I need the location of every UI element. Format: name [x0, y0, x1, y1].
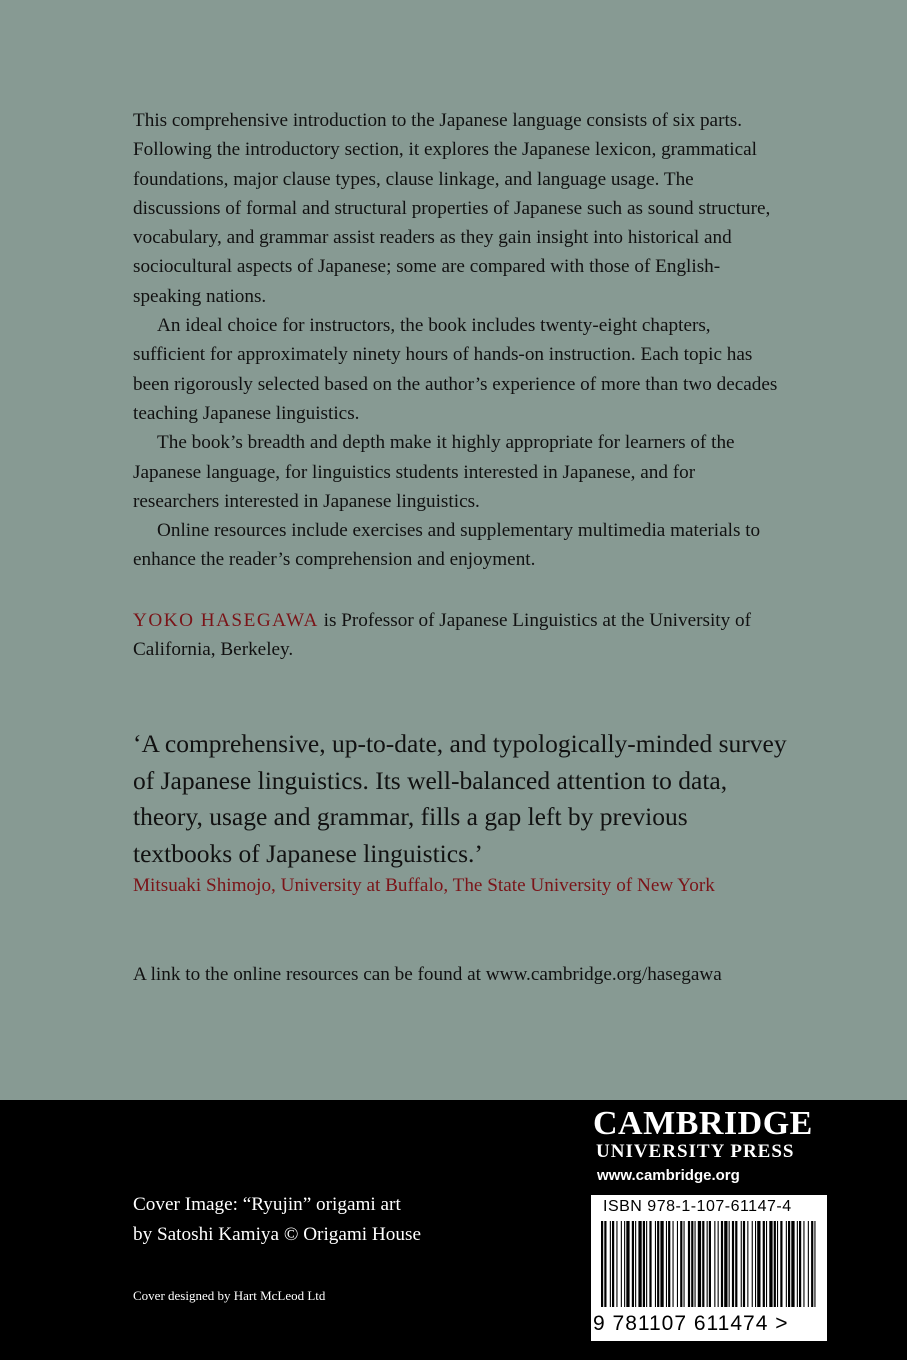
- barcode-stripe: [702, 1221, 704, 1307]
- cover-image-credit-line-1: Cover Image: “Ryujin” origami art: [133, 1194, 401, 1215]
- barcode-stripe: [788, 1221, 790, 1307]
- barcode-stripe: [616, 1221, 617, 1307]
- barcode-stripe: [729, 1221, 730, 1307]
- barcode-stripe: [732, 1221, 734, 1307]
- barcode-stripe: [660, 1221, 663, 1307]
- barcode-stripe: [691, 1221, 693, 1307]
- barcode-stripe: [743, 1221, 745, 1307]
- barcode-stripe: [695, 1221, 696, 1307]
- barcode-stripe: [673, 1221, 674, 1307]
- barcode-stripe: [724, 1221, 727, 1307]
- barcode-stripe: [811, 1221, 813, 1307]
- isbn-label: ISBN 978-1-107-61147-4: [603, 1198, 792, 1215]
- barcode-stripe: [635, 1221, 636, 1307]
- barcode-stripe: [677, 1221, 678, 1307]
- barcode-stripe: [666, 1221, 667, 1307]
- barcode-stripe: [655, 1221, 656, 1307]
- barcode-stripe: [777, 1221, 778, 1307]
- barcode-stripe: [688, 1221, 690, 1307]
- barcode-stripe: [741, 1221, 742, 1307]
- barcode-stripe: [774, 1221, 776, 1307]
- barcode-stripe: [803, 1221, 804, 1307]
- barcode-stripe: [624, 1221, 625, 1307]
- barcode-stripe: [808, 1221, 809, 1307]
- barcode-stripe: [638, 1221, 641, 1307]
- barcode-stripe: [755, 1221, 756, 1307]
- publisher-logo-subtitle: UNIVERSITY PRESS: [596, 1141, 795, 1162]
- barcode-stripe: [799, 1221, 801, 1307]
- barcode-stripe: [610, 1221, 611, 1307]
- barcode-stripe: [780, 1221, 782, 1307]
- author-bio: [133, 606, 783, 665]
- endorsement-attribution: Mitsuaki Shimojo, University at Buffalo, The State University of New York: [133, 875, 715, 896]
- barcode-stripe: [735, 1221, 737, 1307]
- barcode-stripe: [718, 1221, 719, 1307]
- description-paragraph-2: An ideal choice for instructors, the book includes twenty-eight chapters, sufficient for approximately ninety hours of hands-on instruction. Each topic has been rigorously selected based on the author’s experience of more than two decades teaching Japanese linguistics.: [133, 315, 778, 424]
- barcode-stripe: [604, 1221, 606, 1307]
- barcode-stripe: [763, 1221, 765, 1307]
- barcode-stripe: [649, 1221, 651, 1307]
- barcode-stripe: [680, 1221, 682, 1307]
- publisher-url: www.cambridge.org: [597, 1167, 740, 1184]
- description-paragraph-1: This comprehensive introduction to the Japanese language consists of six parts. Following the introductory section, it explores the Japanese lexicon, grammatical foundations, major clause types, clause linkage, and language usage. The discussions of formal and structural properties of Japanese such as sound structure, vocabulary, and grammar assist readers as they gain insight into historical and sociocultural aspects of Japanese; some are compared with those of English-speaking nations.: [133, 110, 771, 307]
- barcode-stripe: [601, 1221, 603, 1307]
- cover-image-credit-line-2: by Satoshi Kamiya © Origami House: [133, 1223, 421, 1245]
- barcode-stripe: [709, 1221, 711, 1307]
- barcode-stripe: [626, 1221, 629, 1307]
- cover-image-credit: [133, 1190, 513, 1249]
- barcode-stripe: [657, 1221, 659, 1307]
- publisher-logo-name: CAMBRIDGE: [593, 1105, 813, 1142]
- barcode-stripe: [714, 1221, 715, 1307]
- author-name: YOKO HASEGAWA: [133, 610, 319, 631]
- ean-digits: 9 781107 611474 >: [593, 1312, 789, 1335]
- barcode-stripe: [632, 1221, 634, 1307]
- author-bio-text: is Professor of Japanese Linguistics at the University of California, Berkeley.: [133, 610, 752, 661]
- barcode-stripe: [684, 1221, 685, 1307]
- endorsement-quote: ‘A comprehensive, up-to-date, and typologically-minded survey of Japanese linguistics. Its well-balanced attention to data, theory, usage and grammar, fills a gap left by previous textbooks of Japanese linguistics.’: [133, 729, 787, 868]
- barcode-stripe: [791, 1221, 794, 1307]
- barcode-stripe: [814, 1221, 815, 1307]
- barcode-stripe: [707, 1221, 708, 1307]
- barcode-panel: [591, 1195, 827, 1341]
- barcode-stripe: [766, 1221, 767, 1307]
- barcode-stripe: [752, 1221, 753, 1307]
- barcode-stripe: [668, 1221, 670, 1307]
- description-paragraph-3: The book’s breadth and depth make it highly appropriate for learners of the Japanese language, for linguistics students interested in Japanese, and for researchers interested in Japanese linguistics.: [133, 432, 735, 512]
- book-description: [133, 106, 783, 575]
- barcode-stripe: [721, 1221, 723, 1307]
- barcode-stripe: [757, 1221, 760, 1307]
- online-resources-link: A link to the online resources can be found at www.cambridge.org/hasegawa: [133, 964, 722, 985]
- barcode-stripe: [786, 1221, 787, 1307]
- barcode-stripe: [621, 1221, 622, 1307]
- barcode-stripe: [747, 1221, 748, 1307]
- barcode-stripe: [769, 1221, 772, 1307]
- cover-designer-credit: Cover designed by Hart McLeod Ltd: [133, 1288, 326, 1303]
- barcode-stripe: [797, 1221, 798, 1307]
- barcode-stripe: [646, 1221, 647, 1307]
- barcode-stripe: [643, 1221, 645, 1307]
- barcode-stripe: [698, 1221, 701, 1307]
- barcode-stripe: [612, 1221, 614, 1307]
- isbn-barcode: [599, 1221, 819, 1307]
- description-paragraph-4: Online resources include exercises and supplementary multimedia materials to enhance the reader’s comprehension and enjoyment.: [133, 520, 761, 571]
